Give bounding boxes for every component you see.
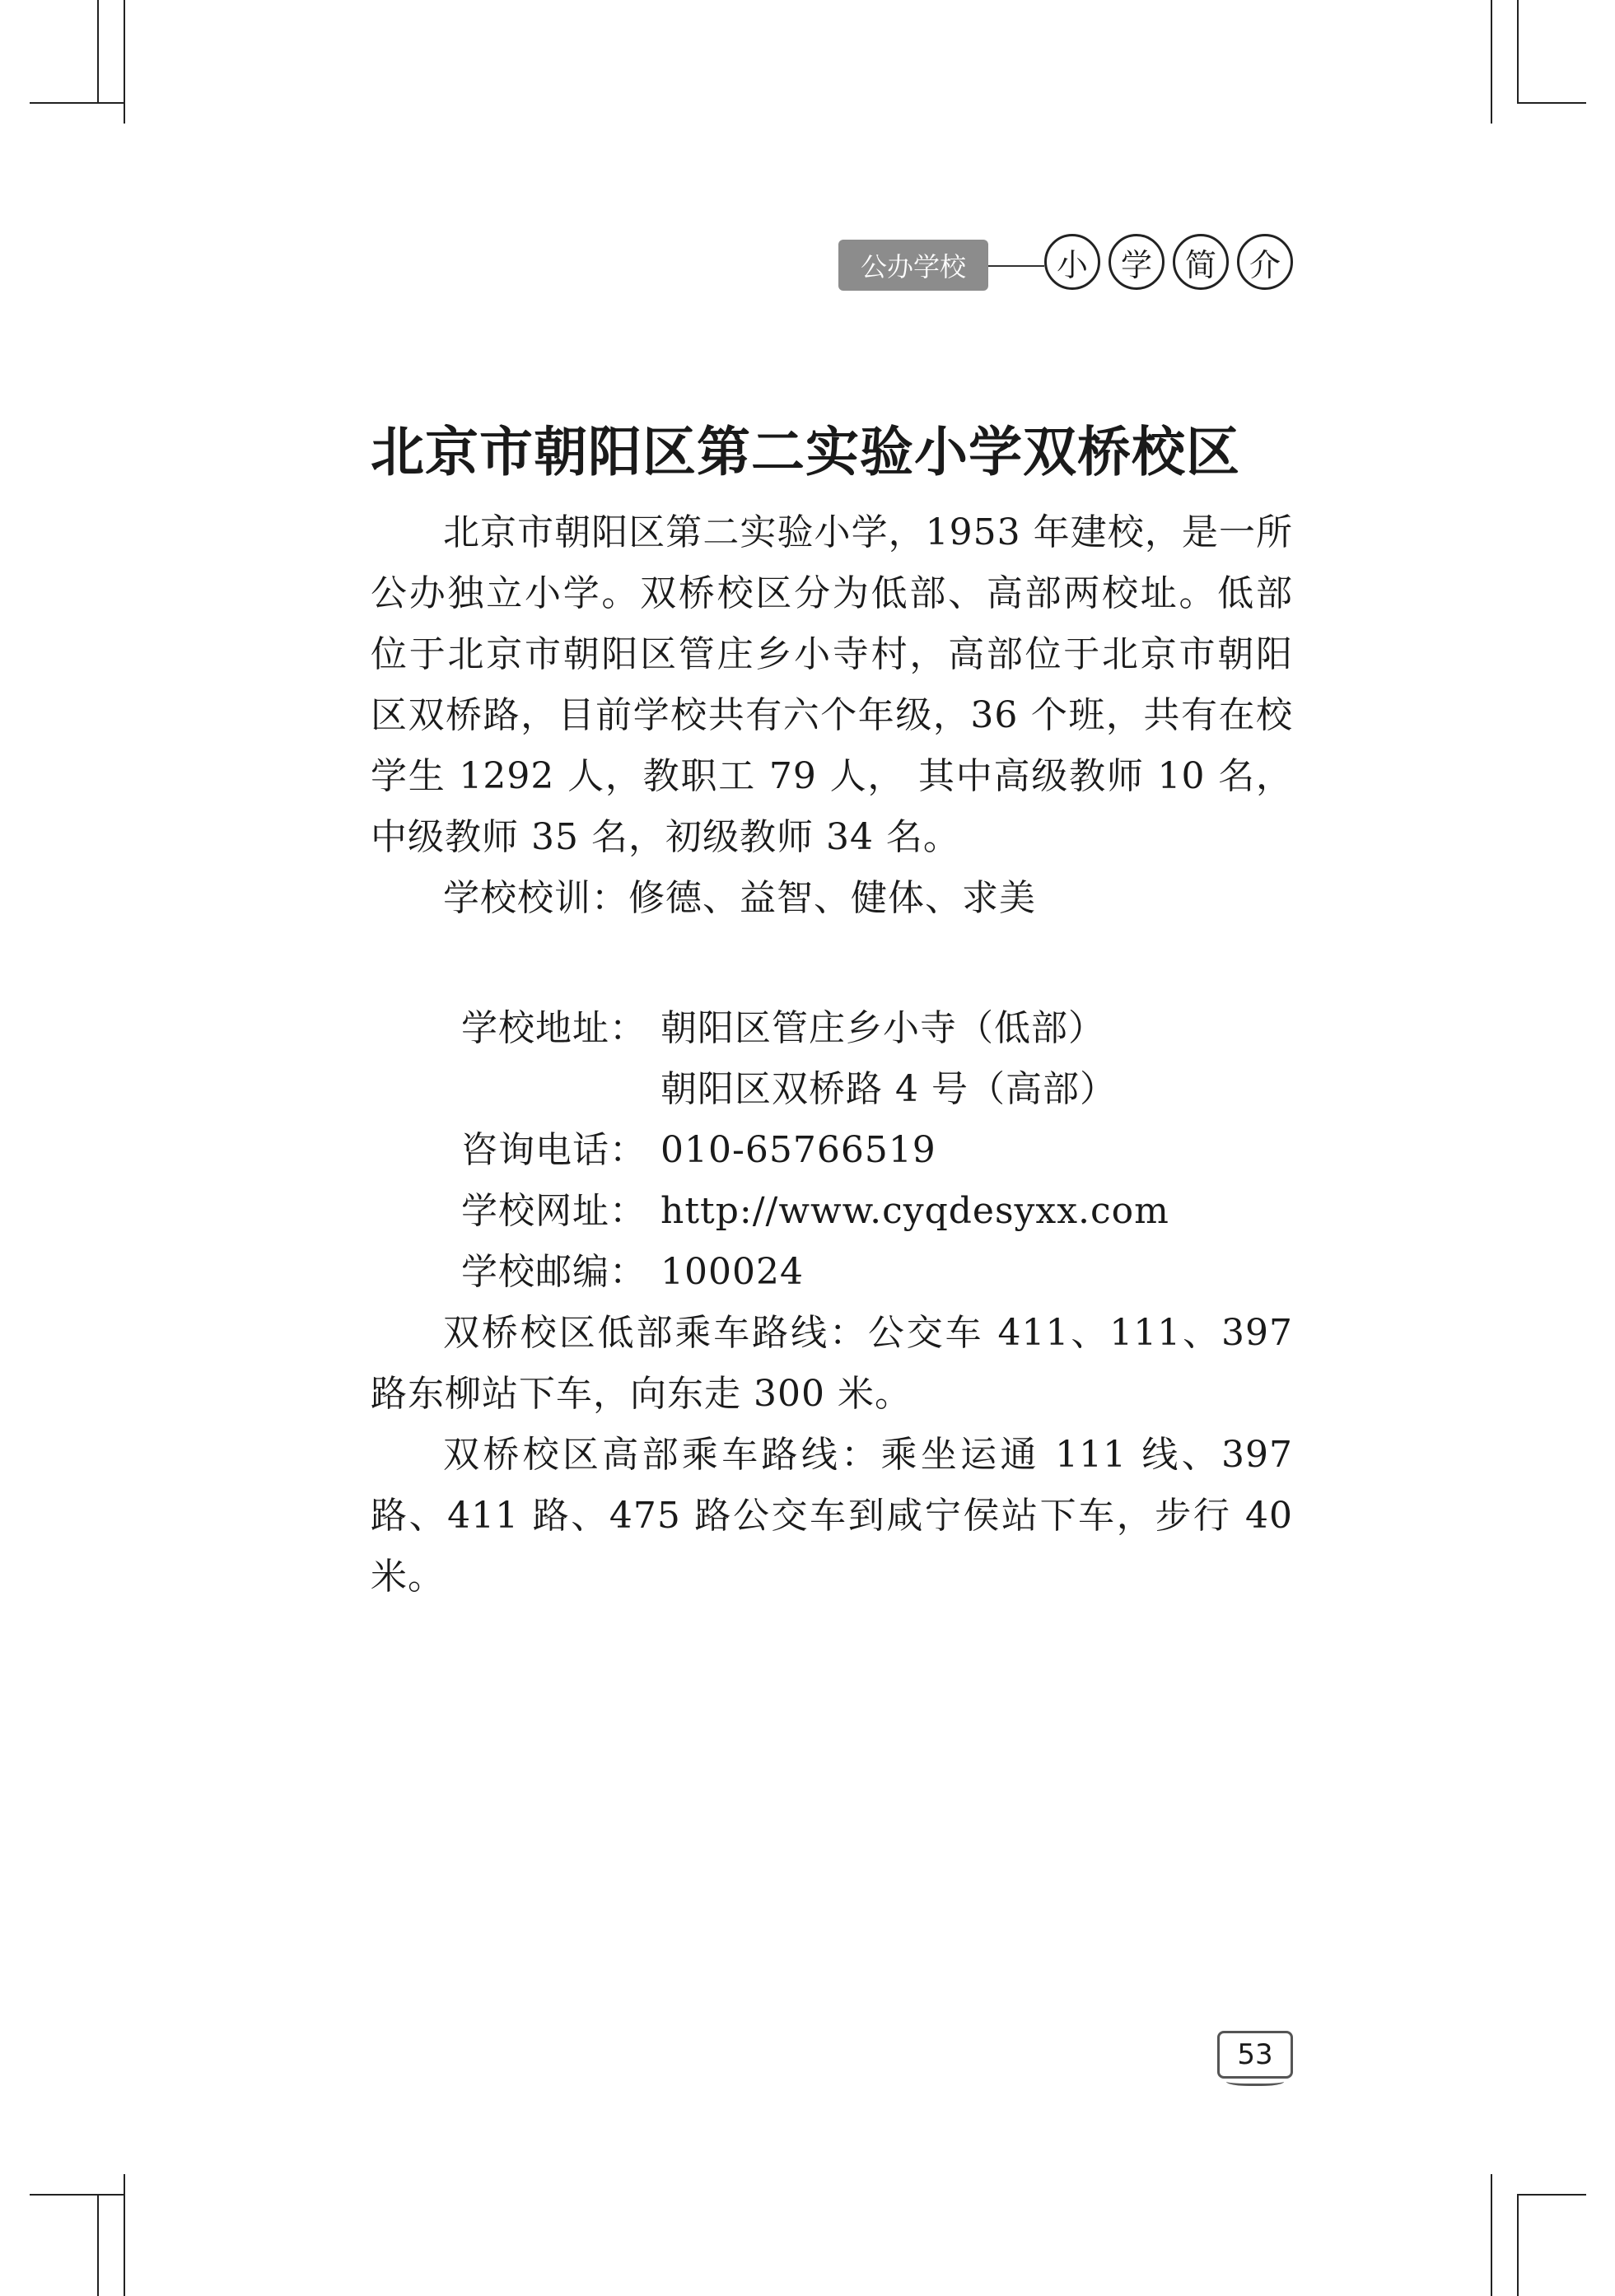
address-row-2 [371, 1059, 1293, 1120]
crop-mark [30, 102, 124, 104]
route-low-campus: 双桥校区低部乘车路线：公交车 411、111、397 路东柳站下车，向东走 300 米。 [371, 1312, 1293, 1415]
crop-mark [30, 2194, 124, 2196]
phone-row [371, 1120, 1293, 1181]
phone-value: 010-65766519 [660, 1129, 936, 1171]
contact-block [371, 998, 1293, 1608]
route-high-campus: 双桥校区高部乘车路线：乘坐运通 111 线、397 路、411 路、475 路公交车到咸宁侯站下车，步行 40 米。 [371, 1434, 1293, 1598]
intro-block [371, 502, 1293, 929]
crop-mark [1491, 0, 1492, 124]
series-char: 介 [1237, 234, 1293, 290]
routes-block [371, 1303, 1293, 1608]
page-number: 53 [1217, 2031, 1293, 2079]
address-line1: 朝阳区管庄乡小寺（低部） [660, 1007, 1105, 1049]
address-line2: 朝阳区双桥路 4 号（高部） [660, 1068, 1117, 1110]
crop-mark [97, 2194, 99, 2296]
postcode-label: 学校邮编： [461, 1251, 646, 1293]
crop-mark [1517, 102, 1586, 104]
crop-mark [97, 0, 99, 102]
crop-mark [124, 2174, 125, 2296]
crop-mark [1517, 0, 1519, 102]
running-header [838, 232, 1283, 295]
address-row [371, 998, 1293, 1059]
intro-paragraph: 北京市朝阳区第二实验小学，1953 年建校，是一所公办独立小学。双桥校区分为低部、高部两校址。低部位于北京市朝阳区管庄乡小寺村，高部位于北京市朝阳区双桥路，目前学校共有六个年级，36 个班，共有在校学生 1292 人，教职工 79 人， 其中高级教师 10 名，中级教师 35 名，初级教师 34 名。 [371, 511, 1293, 858]
postcode-value: 100024 [660, 1251, 804, 1293]
header-connector-line [988, 265, 1044, 267]
address-label: 学校地址： [461, 1007, 646, 1049]
series-char: 小 [1044, 234, 1100, 290]
series-char: 简 [1173, 234, 1229, 290]
crop-mark [124, 0, 125, 124]
page-title: 北京市朝阳区第二实验小学双桥校区 [371, 422, 1241, 483]
school-motto: 学校校训：修德、益智、健体、求美 [443, 877, 1036, 919]
series-char: 学 [1109, 234, 1165, 290]
postcode-row [371, 1242, 1293, 1303]
phone-label: 咨询电话： [461, 1129, 646, 1171]
website-row [371, 1181, 1293, 1242]
category-tag: 公办学校 [838, 240, 988, 291]
website-label: 学校网址： [461, 1190, 646, 1232]
crop-mark [1517, 2194, 1586, 2196]
crop-mark [1491, 2174, 1492, 2296]
crop-mark [1517, 2194, 1519, 2296]
website-value: http://www.cyqdesyxx.com [660, 1190, 1169, 1232]
